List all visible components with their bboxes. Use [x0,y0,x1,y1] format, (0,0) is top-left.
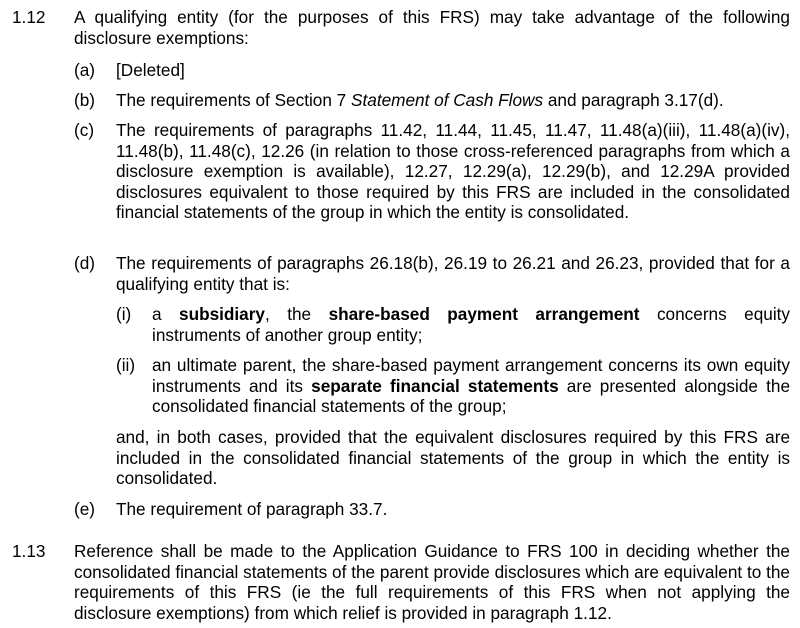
defined-term: subsidiary [179,304,265,324]
item-text-b-part: and paragraph 3.17(d). [543,90,724,110]
item-label-a: (a) [74,60,96,80]
item-text-a: [Deleted] [116,60,185,80]
subitem-text-i [152,304,790,345]
item-d-conclusion: and, in both cases, provided that the equivalent disclosures required by this FRS are included in the consolidated financial statements of the group in which the entity is consolidated. [116,427,790,488]
item-text-d: The requirements of paragraphs 26.18(b), 26.19 to 26.21 and 26.23, provided that for a qualifying entity that is: [116,253,790,294]
paragraph-number: 1.12 [12,7,46,27]
item-label-d: (d) [74,253,96,273]
item-label-b: (b) [74,90,96,110]
defined-term: share-based payment arrangement [328,304,640,324]
item-text-b-italic: Statement of Cash Flows [351,90,544,110]
subitem-text-part: an ultimate parent, the share-based payment arrangement concerns its own equity instruments and its [152,355,790,396]
subitem-text-part: , the [265,304,329,324]
paragraph-text: Reference shall be made to the Application Guidance to FRS 100 in deciding whether the consolidated financial statements of the parent provide disclosures which are equivalent to the requirements of this FRS (ie the full requirements of this FRS when not applying the disclosure exemptions) from which relief is provided in paragraph 1.12. [74,541,790,623]
subitem-label-i: (i) [116,304,132,324]
item-label-e: (e) [74,499,96,519]
paragraph-intro: A qualifying entity (for the purposes of this FRS) may take advantage of the following disclosure exemptions: [74,7,790,48]
item-text-b [116,90,796,111]
item-text-c: The requirements of paragraphs 11.42, 11.44, 11.45, 11.47, 11.48(a)(iii), 11.48(a)(iv), 11.48(b), 11.48(c), 12.26 (in relation to those cross-referenced paragraphs from which a disclosure exemption is available), 12.27, 12.29(a), 12.29(b), and 12.29A provided disclosures equivalent to those required by this FRS are included in the consolidated financial statements of the group in which the entity is consolidated. [116,120,790,222]
item-text-b-part: The requirements of Section 7 [116,90,352,110]
subitem-text-part: are presented alongside the consolidated financial statements of the group; [152,375,790,416]
paragraph-number: 1.13 [12,541,46,561]
defined-term: separate financial statements [311,375,559,396]
subitem-text-part: concerns equity instruments of another group entity; [152,304,791,345]
item-label-c: (c) [74,120,95,140]
subitem-text-part: a [152,304,180,324]
item-text-e: The requirement of paragraph 33.7. [116,499,388,519]
subitem-text-ii [152,355,790,417]
subitem-label-ii: (ii) [116,355,136,375]
